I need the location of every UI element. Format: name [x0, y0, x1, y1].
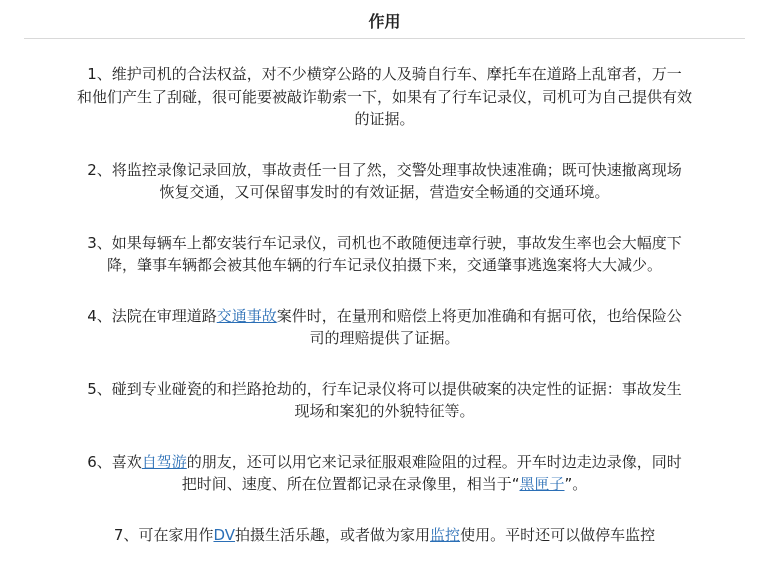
link-monitoring[interactable]: 监控 — [430, 525, 461, 544]
link-traffic-accident[interactable]: 交通事故 — [216, 306, 277, 325]
paragraph-4 — [24, 305, 745, 350]
paragraph-6-line-1 — [24, 451, 745, 474]
paragraph-2-line-2: 恢复交通，又可保留事发时的有效证据，营造安全畅通的交通环境。 — [159, 183, 610, 201]
link-black-box[interactable]: 黑匣子 — [519, 475, 565, 493]
paragraph-7-text-a: 7、可在家用作 — [113, 525, 214, 544]
paragraph-6-text-c: 把时间、速度、所在位置都记录在录像里，相当于“ — [181, 475, 520, 493]
paragraph-4-text-b: 案件时，在量刑和赔偿上将更加准确和有据可依，也给保险公 — [276, 306, 682, 325]
paragraph-6-text-a: 6、喜欢 — [87, 452, 142, 471]
paragraph-1 — [24, 63, 745, 131]
paragraph-5-line-2: 现场和案犯的外貌特征等。 — [294, 402, 475, 420]
paragraph-4-line-1 — [24, 305, 745, 328]
link-dv[interactable]: DV — [213, 525, 236, 544]
paragraph-1-line-2: 和他们产生了刮碰，很可能要被敲诈勒索一下，如果有了行车记录仪，司机可为自己提供有效 — [76, 87, 692, 106]
paragraph-1-line-3: 的证据。 — [354, 110, 415, 128]
paragraph-3 — [24, 232, 745, 277]
paragraph-7-text-c: 使用。平时还可以做停车监控 — [460, 525, 656, 544]
paragraph-5-line-1: 5、碰到专业碰瓷的和拦路抢劫的，行车记录仪将可以提供破案的决定性的证据：事故发生 — [87, 379, 682, 398]
paragraph-2 — [24, 159, 745, 204]
paragraph-4-text-a: 4、法院在审理道路 — [87, 306, 217, 325]
title-divider — [24, 38, 745, 39]
paragraph-7-text-b: 拍摄生活乐趣，或者做为家用 — [235, 525, 431, 544]
paragraph-1-line-1: 1、维护司机的合法权益，对不少横穿公路的人及骑自行车、摩托车在道路上乱窜者，万一 — [87, 65, 682, 83]
paragraph-5 — [24, 378, 745, 423]
paragraph-3-line-2: 降，肇事车辆都会被其他车辆的行车记录仪拍摄下来，交通肇事逃逸案将大大减少。 — [106, 256, 662, 274]
paragraph-7-line-1 — [24, 524, 745, 547]
link-self-drive-tour[interactable]: 自驾游 — [141, 452, 187, 471]
paragraph-4-line-2: 司的理赔提供了证据。 — [309, 329, 460, 347]
paragraph-6-line-2 — [24, 473, 745, 496]
section-title: 作用 — [368, 12, 401, 31]
paragraph-6-text-b: 的朋友，还可以用它来记录征服艰难险阻的过程。开车时边走边录像，同时 — [186, 452, 682, 471]
paragraph-7 — [24, 524, 745, 547]
paragraph-6 — [24, 451, 745, 496]
paragraph-2-line-1: 2、将监控录像记录回放，事故责任一目了然，交警处理事故快速准确；既可快速撤离现场 — [87, 160, 682, 179]
paragraph-3-line-1: 3、如果每辆车上都安装行车记录仪，司机也不敢随便违章行驶，事故发生率也会大幅度下 — [87, 233, 682, 252]
paragraph-6-text-d: ”。 — [564, 475, 588, 493]
